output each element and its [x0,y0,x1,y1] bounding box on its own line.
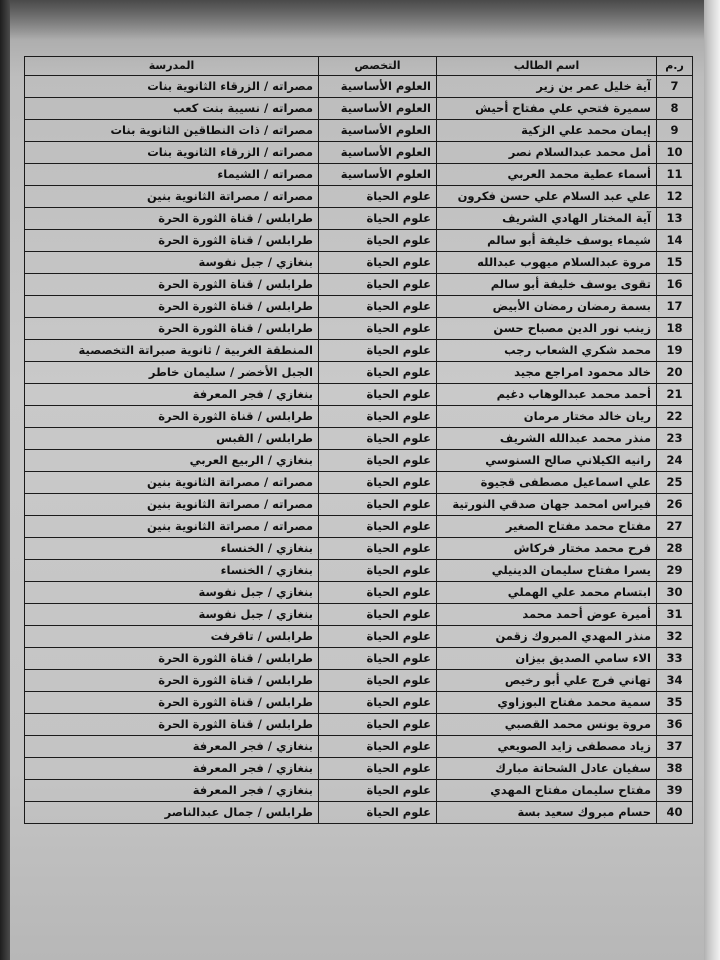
student-name: تقوى يوسف خليفة أبو سالم [437,274,657,296]
student-name: ريان خالد مختار مرمان [437,406,657,428]
row-number: 9 [657,120,693,142]
school: مصراته / مصراتة الثانوية بنين [25,186,319,208]
page-right-edge [704,0,720,960]
student-name: سميرة فتحي علي مفتاح أحيش [437,98,657,120]
table-row [25,736,693,758]
school: بنغازي / الخنساء [25,560,319,582]
paper-top-shadow [10,0,710,40]
row-number: 36 [657,714,693,736]
student-name: أميرة عوض أحمد محمد [437,604,657,626]
row-number: 14 [657,230,693,252]
specialization: علوم الحياة [319,582,437,604]
row-number: 22 [657,406,693,428]
school: الجبل الأخضر / سليمان خاطر [25,362,319,384]
table-row [25,274,693,296]
row-number: 37 [657,736,693,758]
specialization: علوم الحياة [319,186,437,208]
table-row [25,472,693,494]
row-number: 7 [657,76,693,98]
table-row [25,692,693,714]
row-number: 15 [657,252,693,274]
school: بنغازي / فجر المعرفة [25,736,319,758]
row-number: 40 [657,802,693,824]
specialization: علوم الحياة [319,296,437,318]
specialization: علوم الحياة [319,648,437,670]
specialization: علوم الحياة [319,560,437,582]
school: طرابلس / قناة الثورة الحرة [25,714,319,736]
school: مصراته / الشيماء [25,164,319,186]
table-row [25,626,693,648]
student-name: مفتاح محمد مفتاح الصغير [437,516,657,538]
table-row [25,582,693,604]
student-name: آية خليل عمر بن زير [437,76,657,98]
row-number: 21 [657,384,693,406]
table-row [25,516,693,538]
student-name: حسام مبروك سعيد بسة [437,802,657,824]
student-name: مروة يونس محمد القصبي [437,714,657,736]
table-row [25,560,693,582]
student-name: الاء سامي الصديق بيزان [437,648,657,670]
table-row [25,384,693,406]
specialization: علوم الحياة [319,516,437,538]
specialization: علوم الحياة [319,538,437,560]
student-name: آية المختار الهادي الشريف [437,208,657,230]
table-row [25,648,693,670]
student-name: رانيه الكيلاني صالح السنوسي [437,450,657,472]
table-row [25,98,693,120]
specialization: العلوم الأساسية [319,164,437,186]
table-row [25,142,693,164]
table-row [25,120,693,142]
row-number: 17 [657,296,693,318]
student-name: بسمة رمضان رمضان الأبيض [437,296,657,318]
row-number: 34 [657,670,693,692]
school: طرابلس / قناة الثورة الحرة [25,208,319,230]
school: طرابلس / القبس [25,428,319,450]
school: بنغازي / جبل نفوسة [25,252,319,274]
student-name: سفيان عادل الشحاتة مبارك [437,758,657,780]
table-row [25,362,693,384]
specialization: علوم الحياة [319,230,437,252]
student-name: إيمان محمد علي الزكية [437,120,657,142]
table-row [25,76,693,98]
specialization: علوم الحياة [319,472,437,494]
table-row [25,670,693,692]
row-number: 32 [657,626,693,648]
student-name: مفتاح سليمان مفتاح المهدي [437,780,657,802]
specialization: علوم الحياة [319,428,437,450]
row-number: 11 [657,164,693,186]
table-header [25,57,693,76]
student-name: فيراس امحمد جهان صدقي النورتية [437,494,657,516]
specialization: علوم الحياة [319,692,437,714]
school: بنغازي / جبل نفوسة [25,604,319,626]
table-row [25,758,693,780]
school: بنغازي / الربيع العربي [25,450,319,472]
school: طرابلس / جمال عبدالناصر [25,802,319,824]
school: بنغازي / الخنساء [25,538,319,560]
specialization: علوم الحياة [319,758,437,780]
specialization: علوم الحياة [319,318,437,340]
table-row [25,450,693,472]
school: مصراته / الزرقاء الثانوية بنات [25,76,319,98]
school: بنغازي / جبل نفوسة [25,582,319,604]
row-number: 33 [657,648,693,670]
header-school: المدرسة [25,57,319,76]
student-name: يسرا مفتاح سليمان الدينيلي [437,560,657,582]
specialization: علوم الحياة [319,274,437,296]
student-name: زياد مصطفى زايد الصويعي [437,736,657,758]
table-row [25,208,693,230]
student-name: أمل محمد عبدالسلام نصر [437,142,657,164]
row-number: 16 [657,274,693,296]
header-specialization: التخصص [319,57,437,76]
school: طرابلس / قناة الثورة الحرة [25,318,319,340]
row-number: 10 [657,142,693,164]
school: مصراته / مصراتة الثانوية بنين [25,516,319,538]
row-number: 20 [657,362,693,384]
specialization: علوم الحياة [319,450,437,472]
table-row [25,186,693,208]
row-number: 38 [657,758,693,780]
row-number: 25 [657,472,693,494]
school: المنطقة الغربية / ثانوية صبراتة التخصصية [25,340,319,362]
specialization: علوم الحياة [319,714,437,736]
table-row [25,164,693,186]
specialization: علوم الحياة [319,604,437,626]
row-number: 29 [657,560,693,582]
row-number: 31 [657,604,693,626]
student-name: زينب نور الدين مصباح حسن [437,318,657,340]
student-name: ابتسام محمد علي الهملي [437,582,657,604]
table-row [25,428,693,450]
school: مصراته / ذات النطاقين الثانوية بنات [25,120,319,142]
school: طرابلس / قناة الثورة الحرة [25,692,319,714]
school: مصراته / مصراتة الثانوية بنين [25,494,319,516]
row-number: 8 [657,98,693,120]
student-name: منذر المهدي المبروك زقمن [437,626,657,648]
table-row [25,296,693,318]
school: طرابلس / تاقرفت [25,626,319,648]
specialization: العلوم الأساسية [319,120,437,142]
specialization: علوم الحياة [319,208,437,230]
specialization: علوم الحياة [319,340,437,362]
specialization: علوم الحياة [319,384,437,406]
header-row [25,57,693,76]
school: مصراته / نسيبة بنت كعب [25,98,319,120]
table-row [25,318,693,340]
row-number: 24 [657,450,693,472]
school: بنغازي / فجر المعرفة [25,384,319,406]
table-row [25,494,693,516]
student-name: سمية محمد مفتاح البوزاوي [437,692,657,714]
table-row [25,780,693,802]
row-number: 35 [657,692,693,714]
table-row [25,714,693,736]
student-name: محمد شكري الشعاب رجب [437,340,657,362]
school: طرابلس / قناة الثورة الحرة [25,670,319,692]
school: طرابلس / قناة الثورة الحرة [25,648,319,670]
specialization: علوم الحياة [319,252,437,274]
table-row [25,538,693,560]
student-name: أسماء عطية محمد العربي [437,164,657,186]
school: طرابلس / قناة الثورة الحرة [25,230,319,252]
table-row [25,604,693,626]
row-number: 28 [657,538,693,560]
row-number: 13 [657,208,693,230]
school: بنغازي / فجر المعرفة [25,758,319,780]
school: بنغازي / فجر المعرفة [25,780,319,802]
table-row [25,802,693,824]
specialization: علوم الحياة [319,802,437,824]
table-row [25,252,693,274]
student-name: منذر محمد عبدالله الشريف [437,428,657,450]
header-student-name: اسم الطالب [437,57,657,76]
student-name: أحمد محمد عبدالوهاب دغيم [437,384,657,406]
specialization: علوم الحياة [319,406,437,428]
student-name: تهاني فرج علي أبو رخيص [437,670,657,692]
specialization: علوم الحياة [319,670,437,692]
school: طرابلس / قناة الثورة الحرة [25,274,319,296]
student-roster-table [24,56,693,824]
specialization: العلوم الأساسية [319,142,437,164]
student-name: شيماء يوسف خليفة أبو سالم [437,230,657,252]
school: مصراته / الزرقاء الثانوية بنات [25,142,319,164]
student-name: مروة عبدالسلام ميهوب عبدالله [437,252,657,274]
student-name: علي عبد السلام علي حسن فكرون [437,186,657,208]
row-number: 12 [657,186,693,208]
row-number: 30 [657,582,693,604]
row-number: 27 [657,516,693,538]
specialization: علوم الحياة [319,494,437,516]
school: طرابلس / قناة الثورة الحرة [25,296,319,318]
header-number: ر.م [657,57,693,76]
school: طرابلس / قناة الثورة الحرة [25,406,319,428]
table-body [25,76,693,824]
specialization: العلوم الأساسية [319,76,437,98]
table-row [25,230,693,252]
row-number: 23 [657,428,693,450]
row-number: 39 [657,780,693,802]
specialization: علوم الحياة [319,626,437,648]
student-name: فرح محمد مختار فركاش [437,538,657,560]
specialization: العلوم الأساسية [319,98,437,120]
row-number: 19 [657,340,693,362]
specialization: علوم الحياة [319,362,437,384]
student-name: علي اسماعيل مصطفى قجيوة [437,472,657,494]
table-row [25,406,693,428]
student-name: خالد محمود امراجع مجيد [437,362,657,384]
row-number: 26 [657,494,693,516]
school: مصراته / مصراتة الثانوية بنين [25,472,319,494]
specialization: علوم الحياة [319,736,437,758]
table-row [25,340,693,362]
row-number: 18 [657,318,693,340]
specialization: علوم الحياة [319,780,437,802]
